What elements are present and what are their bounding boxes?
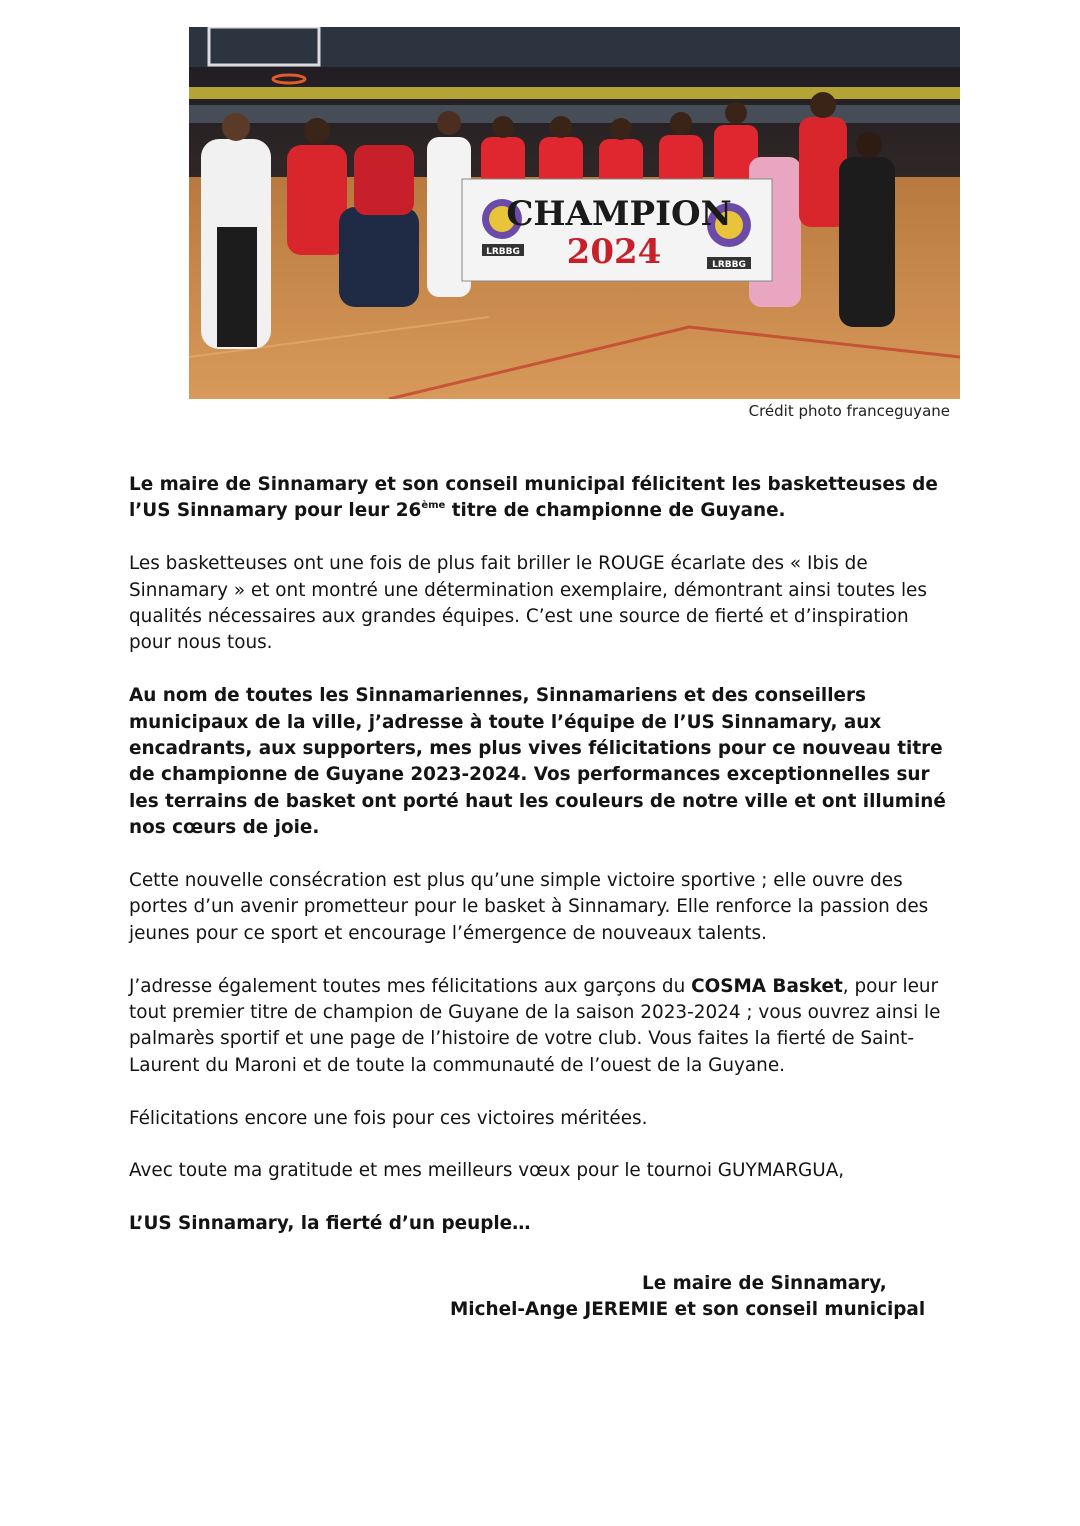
banner-logo-right: LRBBG xyxy=(712,260,746,270)
paragraph-7: Avec toute ma gratitude et mes meilleurs vœux pour le tournoi GUYMARGUA, xyxy=(129,1160,845,1182)
letter-intro xyxy=(129,472,954,525)
banner-logo-left: LRBBG xyxy=(486,247,520,257)
club-name: COSMA Basket xyxy=(691,975,843,997)
team-photo xyxy=(189,27,960,399)
letter-body xyxy=(129,472,954,1264)
signature-title: Le maire de Sinnamary, xyxy=(642,1273,887,1294)
champion-banner xyxy=(462,179,772,281)
paragraph-4: Cette nouvelle consécration est plus qu’une simple victoire sportive ; elle ouvre des portes d’un avenir prometteur pour le basket à Sinnamary. Elle renforce la passion des jeunes pour ce sport et encourage l’émergence de nouveaux talents. xyxy=(129,870,929,944)
paragraph-5-end: , pour leur tout premier titre de champion de Guyane de la saison 2023-2024 ; vous ouvrez ainsi le palmarès sportif et une page de l’histoire de votre club. Vous faites la fierté de Saint-Laurent du Maroni et de toute la communauté de l’ouest de la Guyane. xyxy=(129,975,941,1076)
paragraph-5-start: J’adresse également toutes mes félicitations aux garçons du xyxy=(129,975,692,997)
paragraph-3: Au nom de toutes les Sinnamariennes, Sinnamariens et des conseillers municipaux de la ville, j’adresse à toute l’équipe de l’US Sinnamary, aux encadrants, aux supporters, mes plus vives félicitations pour ce nouveau titre de championne de Guyane 2023-2024. Vos performances exceptionnelles sur les terrains de basket ont porté haut les couleurs de notre ville et ont illuminé nos cœurs de joie. xyxy=(129,685,946,839)
paragraph-6: Félicitations encore une fois pour ces victoires méritées. xyxy=(129,1107,648,1129)
ordinal-suffix: ème xyxy=(421,500,446,512)
photo-credit: Crédit photo franceguyane xyxy=(748,402,950,420)
paragraph-2: Les basketteuses ont une fois de plus fait briller le ROUGE écarlate des « Ibis de Sinnamary » et ont montré une détermination exemplaire, démontrant ainsi toutes les qualités nécessaires aux grandes équipes. C’est une source de fierté et d’inspiration pour nous tous. xyxy=(129,553,927,654)
banner-year: 2024 xyxy=(566,232,662,272)
signature-name: Michel-Ange JEREMIE et son conseil municipal xyxy=(450,1299,926,1321)
paragraph-5 xyxy=(129,974,954,1080)
closing-slogan: L’US Sinnamary, la fierté d’un peuple… xyxy=(129,1213,531,1235)
banner-title: CHAMPION xyxy=(506,194,732,234)
intro-text: Le maire de Sinnamary et son conseil municipal félicitent les basketteuses de l’US Sinnamary pour leur 26 xyxy=(129,474,938,522)
team-photo-illustration xyxy=(189,27,960,399)
intro-text-end: titre de championne de Guyane. xyxy=(445,500,786,522)
